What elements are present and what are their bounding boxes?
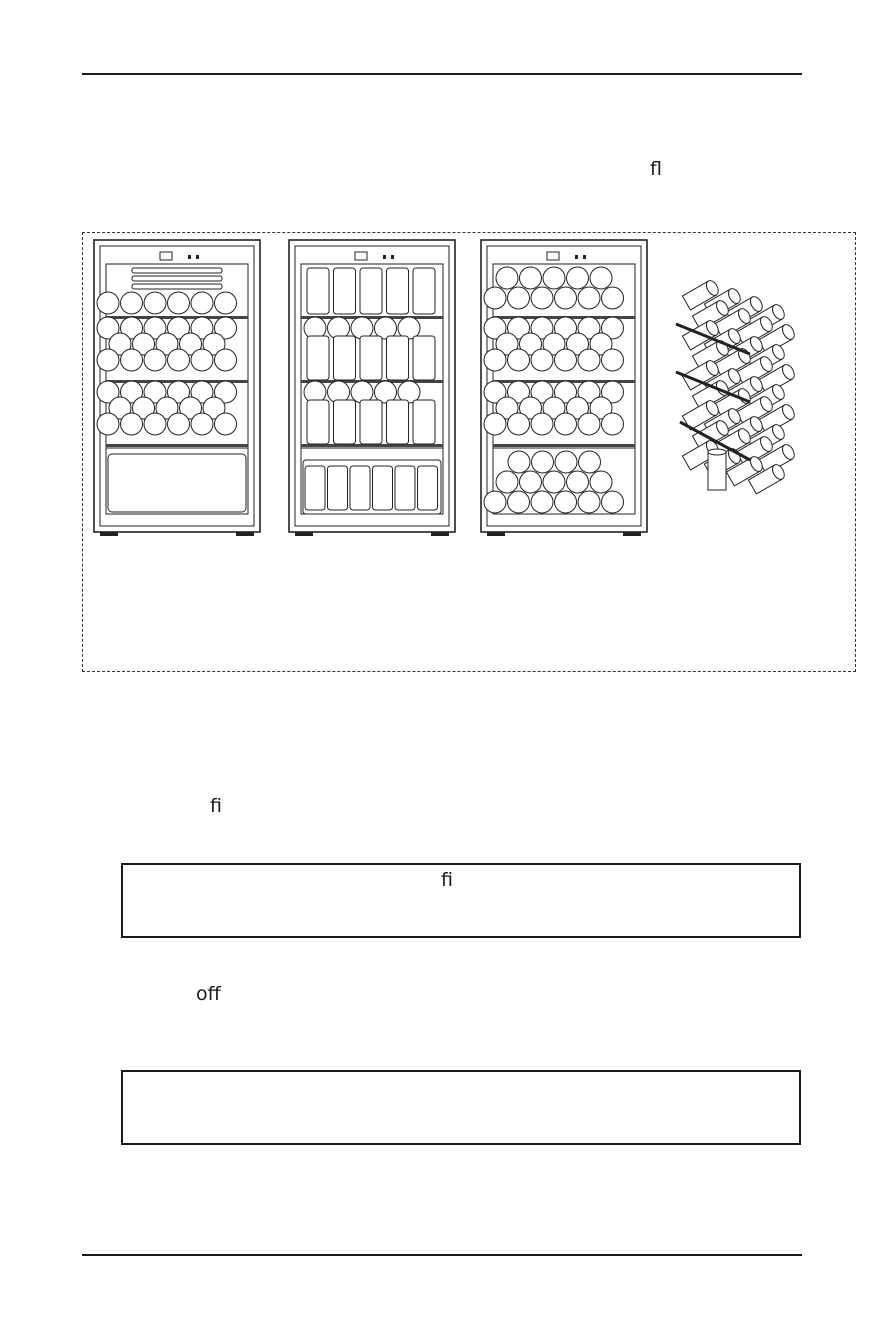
header-rule: [82, 73, 802, 75]
note-box-1: [121, 863, 801, 938]
stacked-cans-on-shelves-icon: [676, 279, 797, 494]
fridge-with-bottles-icon: [289, 240, 455, 536]
footer-rule: [82, 1254, 802, 1256]
note-box-2: [121, 1070, 801, 1145]
body-ligature-fragment-1: fi: [210, 795, 222, 817]
header-ligature-fragment: fl: [650, 158, 662, 180]
fridge-with-cans-icon: [94, 240, 260, 536]
body-ligature-fragment-2: off: [196, 983, 221, 1005]
fridge-full-cans-icon: [481, 240, 647, 536]
note-ligature-fragment: fi: [441, 869, 453, 891]
fridge-loading-illustration: [82, 232, 856, 672]
